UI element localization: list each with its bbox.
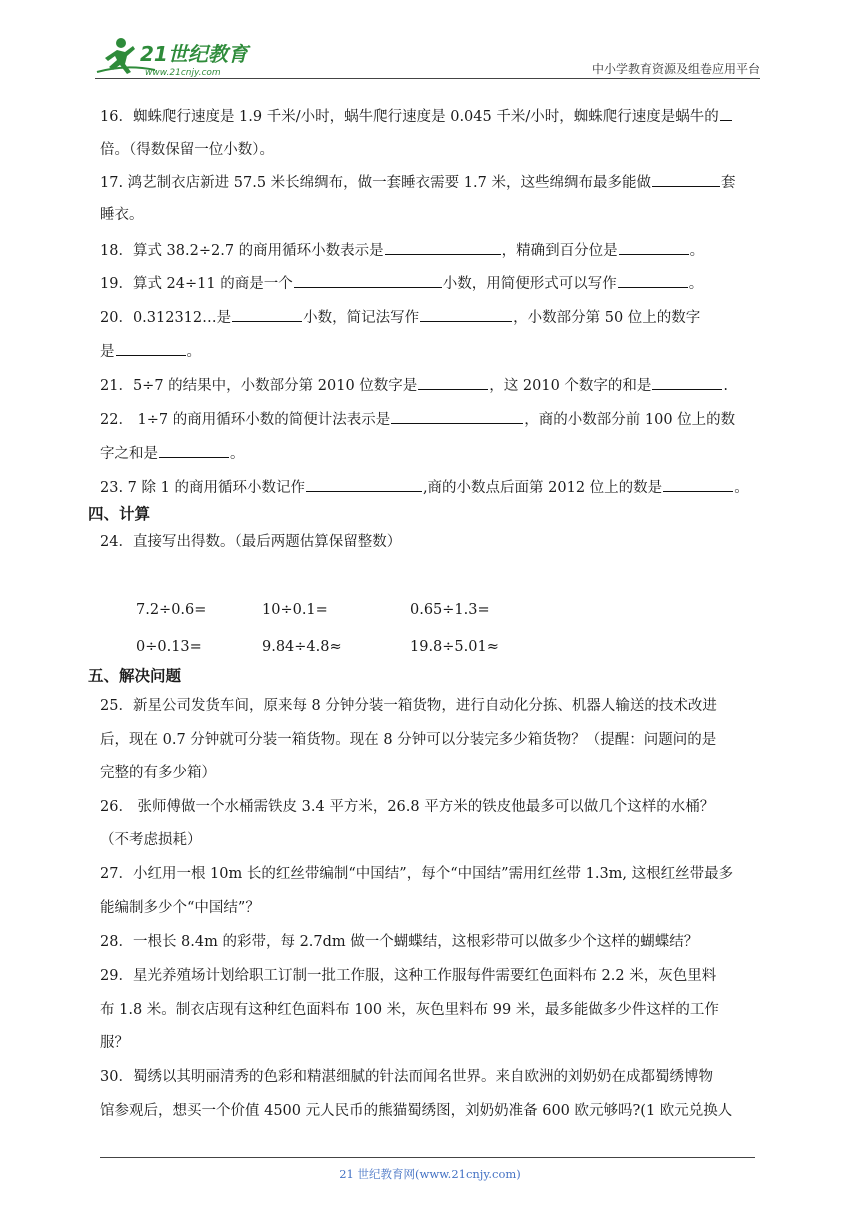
logo-21cnjy [95,34,265,78]
q21-line: 21．5÷7 的结果中，小数部分第 2010 位数字是 ，这 2010 个数字的和是 . [100,375,728,396]
answer-blank[interactable] [618,273,688,288]
section-title-calculation: 四、计算 [88,505,151,523]
answer-blank[interactable] [116,341,186,356]
calc-item: 10÷0.1= [262,602,328,618]
answer-blank[interactable] [652,172,720,187]
q22-line2: 字之和是 。 [100,443,245,464]
q19-line: 19．算式 24÷11 的商是一个 小数，用简便形式可以写作 。 [100,273,703,294]
q25-line2: 后，现在 0.7 分钟就可分装一箱货物。现在 8 分钟可以分装完多少箱货物？（提醒：问题问的是 [100,732,717,748]
svg-text:www.21cnjy.com: www.21cnjy.com [145,68,221,78]
page-footer: 21 世纪教育网(www.21cnjy.com) [339,1167,521,1181]
svg-text:21世纪教育: 21世纪教育 [140,42,248,66]
q23-line: 23. 7 除 1 的商用循环小数记作 ,商的小数点后面第 2012 位上的数是 。 [100,477,749,498]
q16-line1: 16．蜘蛛爬行速度是 1.9 千米/小时，蜗牛爬行速度是 0.045 千米/小时，蜘蛛爬行速度是蜗牛的 [100,106,733,127]
calc-item: 9.84÷4.8≈ [262,639,342,655]
calc-item: 0.65÷1.3= [410,602,490,618]
q20-line1: 20．0.312312…是 小数，简记法写作 ，小数部分第 50 位上的数字 [100,307,700,328]
calc-item: 0÷0.13= [136,639,202,655]
answer-blank[interactable] [159,443,229,458]
section-title-problems: 五、解决问题 [88,667,182,685]
q24-title: 24．直接写出得数。（最后两题估算保留整数） [100,534,402,550]
q29-line3: 服？ [100,1035,129,1051]
q17-line1: 17. 鸿艺制衣店新进 57.5 米长绵绸布，做一套睡衣需要 1.7 米，这些绵绸布最多能做 套 [100,172,735,193]
answer-blank[interactable] [420,307,512,322]
q28-line1: 28．一根长 8.4m 的彩带，每 2.7dm 做一个蝴蝶结，这根彩带可以做多少个这样的蝴蝶结？ [100,934,699,950]
answer-blank[interactable] [391,409,523,424]
answer-blank[interactable] [418,375,488,390]
answer-blank[interactable] [663,477,733,492]
q18-line: 18．算式 38.2÷2.7 的商用循环小数表示是 ，精确到百分位是 。 [100,240,704,261]
answer-blank[interactable] [232,307,302,322]
q22-line1: 22． 1÷7 的商用循环小数的简便计法表示是 ，商的小数部分前 100 位上的数 [100,409,735,430]
q26-line2: （不考虑损耗） [100,832,202,848]
q30-line2: 馆参观后，想买一个价值 4500 元人民币的熊猫蜀绣图，刘奶奶准备 600 欧元够吗?(1 欧元兑换人 [100,1103,733,1119]
q29-line2: 布 1.8 米。制衣店现有这种红色面料布 100 米，灰色里料布 99 米，最多能做多少件这样的工作 [100,1002,719,1018]
answer-blank[interactable] [619,240,689,255]
q27-line2: 能编制多少个“中国结”？ [100,900,260,916]
answer-blank[interactable] [294,273,442,288]
q26-line1: 26． 张师傅做一个水桶需铁皮 3.4 平方米，26.8 平方米的铁皮他最多可以做几个这样的水桶？ [100,799,715,815]
answer-blank[interactable] [652,375,722,390]
header-divider [95,78,760,79]
calc-item: 7.2÷0.6= [136,602,207,618]
q17-line2: 睡衣。 [100,207,144,223]
footer-divider [100,1157,755,1158]
answer-blank[interactable] [306,477,422,492]
header-platform-text: 中小学教育资源及组卷应用平台 [591,62,760,76]
page-header [95,30,760,80]
q16-line2: 倍。（得数保留一位小数）。 [100,142,274,158]
q29-line1: 29．星光养殖场计划给职工订制一批工作服，这种工作服每件需要红色面料布 2.2 米，灰色里料 [100,968,717,984]
q30-line1: 30．蜀绣以其明丽清秀的色彩和精湛细腻的针法而闻名世界。来自欧洲的刘奶奶在成都蜀绣博物 [100,1069,713,1085]
q25-line1: 25．新星公司发货车间，原来每 8 分钟分装一箱货物，进行自动化分拣、机器人输送的技术改进 [100,698,717,714]
q27-line1: 27．小红用一根 10m 长的红丝带编制“中国结”，每个“中国结”需用红丝带 1.3m, 这根红丝带最多 [100,866,734,882]
calc-item: 19.8÷5.01≈ [410,639,499,655]
answer-blank[interactable] [385,240,501,255]
q20-line2: 是 。 [100,341,201,362]
answer-blank[interactable] [720,106,732,121]
q25-line3: 完整的有多少箱） [100,765,216,781]
